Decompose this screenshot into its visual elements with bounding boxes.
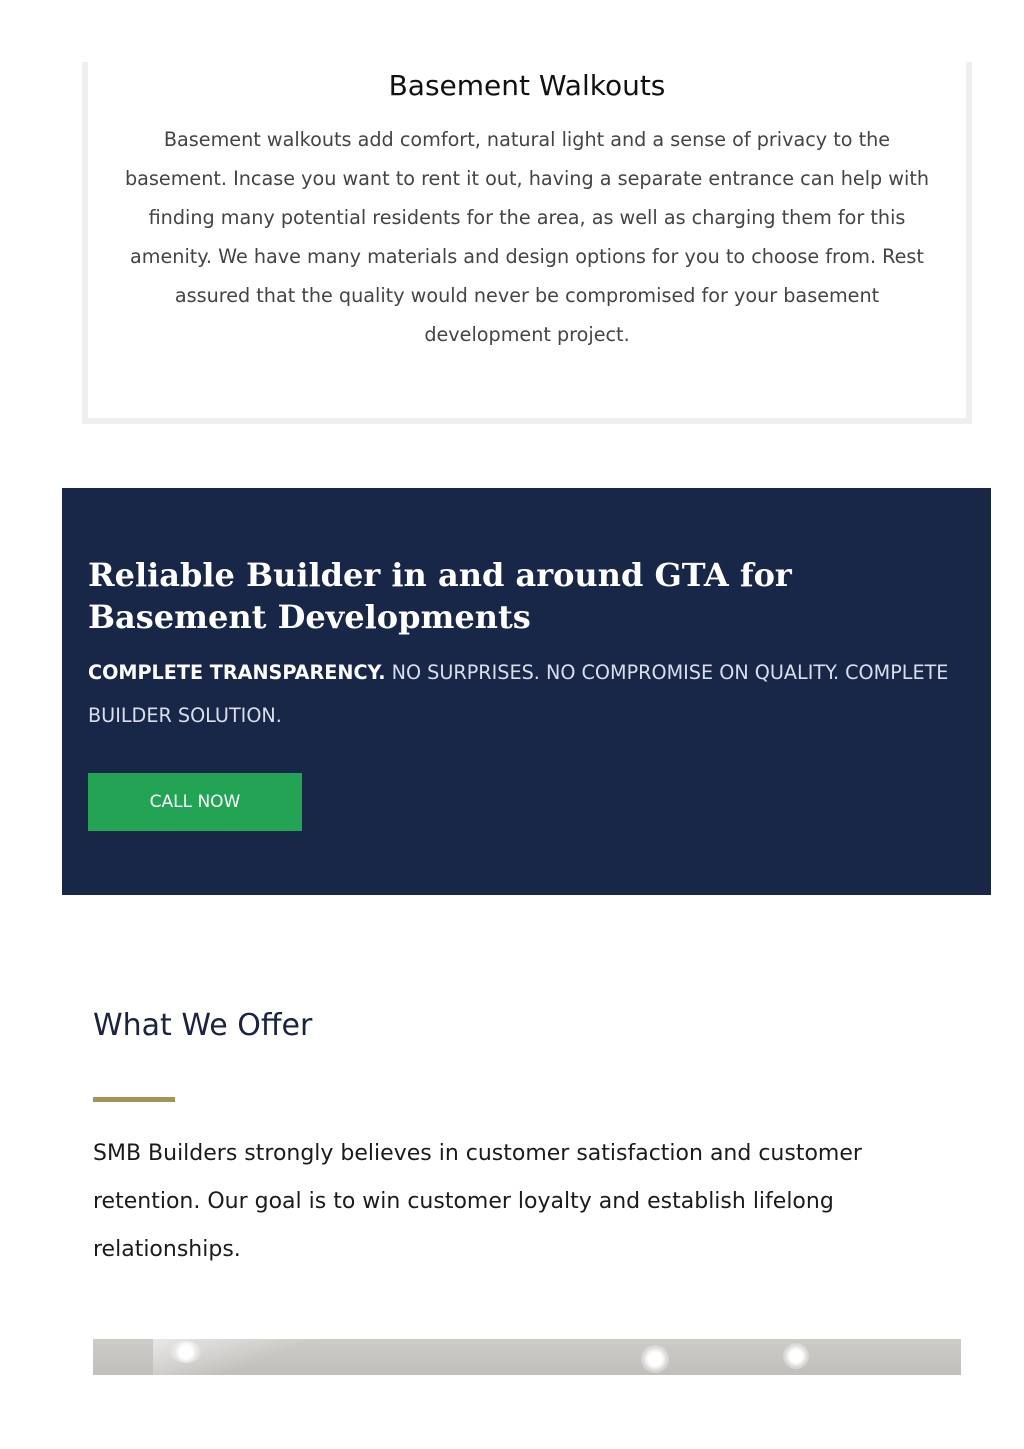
- cta-tagline-rest: NO SURPRISES. NO COMPROMISE ON QUALITY. COMPLETE BUILDER SOLUTION.: [88, 661, 949, 727]
- ceiling-light: [171, 1341, 201, 1363]
- card-description: Basement walkouts add comfort, natural light and a sense of privacy to the basement. Incase you want to rent it out, having a separate entrance can help with finding many potential residents for the area, as well as charging them for this amenity. We have many materials and design options for you to choose from. Rest assured that the quality would never be compromised for your basement development project.: [124, 128, 930, 346]
- basement-walkouts-card: [82, 62, 972, 424]
- ceiling-light: [641, 1345, 669, 1373]
- cta-banner: [62, 488, 991, 895]
- cta-tagline: [88, 651, 965, 737]
- basement-ceiling-photo: [93, 1339, 961, 1375]
- ceiling-light: [783, 1343, 809, 1369]
- title-divider: [93, 1097, 175, 1102]
- call-now-button[interactable]: CALL NOW: [88, 773, 302, 831]
- section-title-what-we-offer: What We Offer: [93, 1008, 313, 1043]
- card-title: Basement Walkouts: [388, 69, 666, 102]
- cta-tagline-bold: COMPLETE TRANSPARENCY.: [88, 661, 386, 684]
- cta-heading: Reliable Builder in and around GTA for Basement Developments: [88, 556, 792, 636]
- offer-description: SMB Builders strongly believes in customer satisfaction and customer retention. Our goal is to win customer loyalty and establish lifelong relationships.: [93, 1141, 862, 1262]
